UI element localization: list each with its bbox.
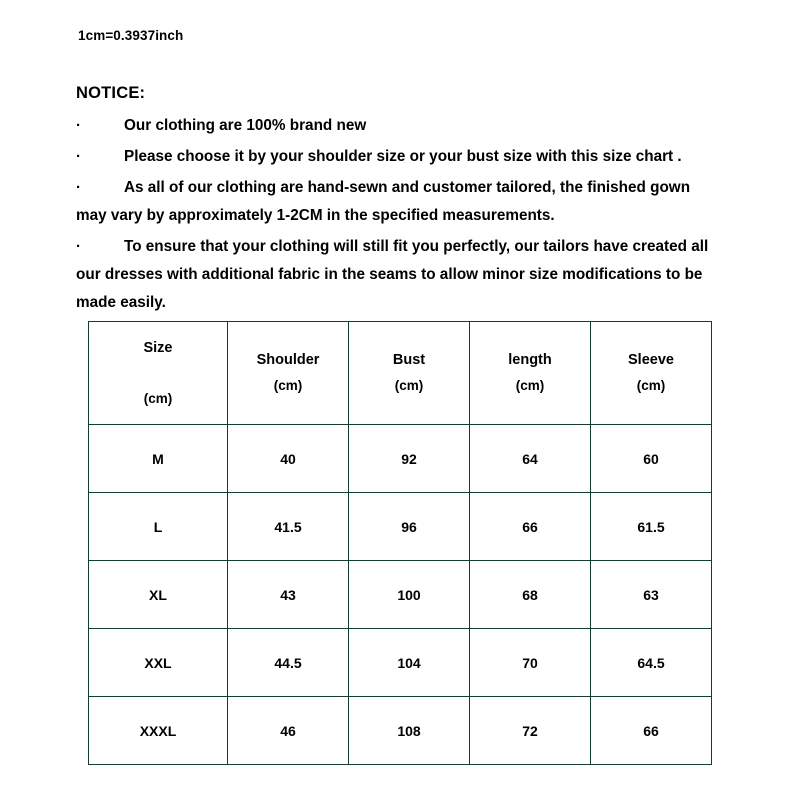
header-sleeve-label: Sleeve [628,352,674,368]
cell-size: XL [89,561,228,629]
cell-size: M [89,425,228,493]
cell-sleeve: 60 [591,425,712,493]
header-cell-sleeve [591,322,712,425]
cell-sleeve: 64.5 [591,629,712,697]
notice-item-text: To ensure that your clothing will still fit you perfectly, our tailors have created all our dresses with additional fabric in the seams to allow minor size modifications to be made easily. [76,238,709,311]
bullet-marker: · [76,179,81,196]
cell-sleeve: 66 [591,697,712,765]
cell-length: 72 [470,697,591,765]
cell-shoulder: 40 [228,425,349,493]
size-chart-table [88,321,712,765]
header-bust-unit: (cm) [394,378,424,393]
cell-sleeve: 63 [591,561,712,629]
header-cell-size-unit [89,374,228,425]
table-row [89,697,712,765]
notice-item [76,174,724,230]
header-cell-length [470,322,591,425]
cell-length: 68 [470,561,591,629]
bullet-marker: · [76,117,81,134]
cell-bust: 92 [349,425,470,493]
header-cell-shoulder [228,322,349,425]
notice-item-text: Please choose it by your shoulder size or your bust size with this size chart . [124,148,682,165]
header-length-label: length [508,352,552,368]
notice-list [76,112,724,320]
notice-heading: NOTICE: [76,84,146,102]
notice-item [76,143,724,171]
cell-bust: 96 [349,493,470,561]
bullet-marker: · [76,238,81,255]
header-cell-size [89,322,228,375]
notice-item [76,112,724,140]
notice-item-text: Our clothing are 100% brand new [124,117,367,134]
header-length-unit: (cm) [515,378,545,393]
header-shoulder-unit: (cm) [273,378,303,393]
table-row [89,629,712,697]
header-shoulder-label: Shoulder [256,352,320,368]
cell-size: L [89,493,228,561]
cell-size: XXXL [89,697,228,765]
header-bust-label: Bust [392,352,426,368]
cell-sleeve: 61.5 [591,493,712,561]
cell-length: 64 [470,425,591,493]
header-sleeve-unit: (cm) [636,378,666,393]
table-header-row [89,322,712,375]
cell-bust: 108 [349,697,470,765]
header-size-label: Size [143,340,173,356]
cell-shoulder: 44.5 [228,629,349,697]
cell-length: 70 [470,629,591,697]
cell-bust: 100 [349,561,470,629]
table-row [89,425,712,493]
header-size-unit: (cm) [143,391,173,406]
notice-item-text: As all of our clothing are hand-sewn and customer tailored, the finished gown may vary by approximately 1-2CM in the specified measurements. [76,179,691,224]
unit-conversion-note: 1cm=0.3937inch [78,28,184,43]
cell-shoulder: 46 [228,697,349,765]
table-row [89,493,712,561]
cell-length: 66 [470,493,591,561]
cell-size: XXL [89,629,228,697]
notice-item [76,233,724,317]
cell-bust: 104 [349,629,470,697]
header-cell-bust [349,322,470,425]
table-row [89,561,712,629]
cell-shoulder: 43 [228,561,349,629]
cell-shoulder: 41.5 [228,493,349,561]
bullet-marker: · [76,148,81,165]
